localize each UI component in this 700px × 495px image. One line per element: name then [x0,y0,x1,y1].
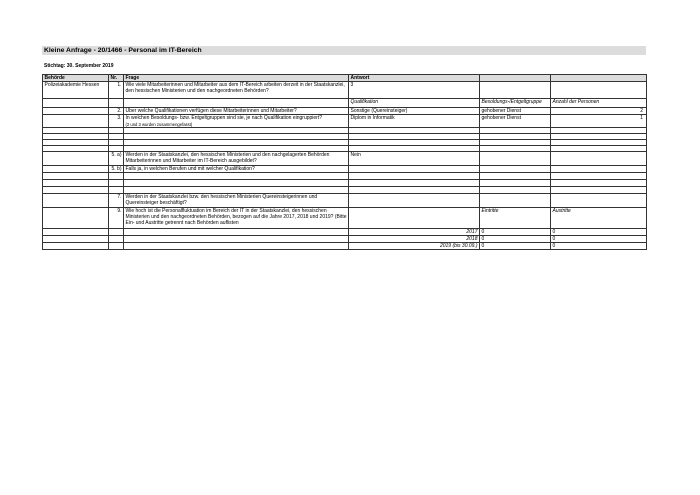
eintritte-cell: 0 [480,243,551,250]
header-empty-2 [551,75,647,82]
table-row [43,228,647,235]
nr-cell: 1. [109,82,124,99]
table-row [43,193,647,207]
frage-cell [124,115,349,127]
frage-cell: Über welche Qualifikationen verfügen diese Mitarbeiterinnen und Mitarbeiter? [124,108,349,115]
document-title: Kleine Anfrage - 20/1466 - Personal im IT-Bereich [44,47,202,54]
table-header-row [43,75,647,82]
anzahl-cell: 2 [551,108,647,115]
anzahl-cell: 1 [551,115,647,127]
austritte-cell: 0 [551,236,647,243]
austritte-header: Austritte [551,207,647,228]
table-row [43,115,647,127]
gruppe-cell: gehobener Dienst [480,108,551,115]
frage-cell: Werden in der Staatskanzlei bzw. den hessischen Ministerien Quereinsteigerinnen und Quereinsteiger beschäftigt? [124,193,349,207]
nr-cell: 7. [109,193,124,207]
eintritte-cell: 0 [480,228,551,235]
nr-cell: 5. a) [109,151,124,165]
subheader-gruppe: Besoldungs-/Entgeltgruppe [480,99,551,108]
header-empty-1 [480,75,551,82]
frage-cell: Werden in der Staatskanzlei, den hessischen Ministerien und den nachgelagerten Behörden Mitarbeiterinnen und Mitarbeiter im IT-Bereich ausgebildet? [124,151,349,165]
answer-table [42,74,647,250]
nr-cell: 5. b) [109,165,124,172]
behoerde-cell: Polizeiakademie Hessen [43,82,109,99]
header-antwort: Antwort [349,75,480,82]
year-label: 2017 [349,228,480,235]
austritte-cell: 0 [551,228,647,235]
frage-cell: Wie hoch ist die Personalfluktuation im Bereich der IT in der Staatskanzlei, den hessischen Ministerien und den nachgeordneten Behörden, bezogen auf die Jahre 2017, 2018 und 2019? (Bitte Ein- und Austritte getrennt nach Behörden auflisten [124,207,349,228]
table-row [43,108,647,115]
table-row [43,82,647,99]
table-row [43,99,647,108]
table-row [43,172,647,179]
qualifikation-cell: Sonstige (Quereinsteiger) [349,108,480,115]
frage-cell: Wie viele Mitarbeiterinnen und Mitarbeiter aus dem IT-Bereich arbeiten derzeit in der Staatskanzlei, den hessischen Ministerien und den nachgeordneten Behörden? [124,82,349,99]
table-row [43,165,647,172]
year-label: 2019 (bis 30.09.) [349,243,480,250]
gruppe-cell: gehobener Dienst [480,115,551,127]
table-row [43,186,647,193]
qualifikation-cell: Diplom in Informatik [349,115,480,127]
table-row [43,243,647,250]
nr-cell: 2. [109,108,124,115]
eintritte-header: Eintritte [480,207,551,228]
antwort-cell: Nein [349,151,480,165]
subheader-qualifikation: Qualifikation [349,99,480,108]
eintritte-cell: 0 [480,236,551,243]
frage-text: In welchen Besoldungs- bzw. Entgeltgruppen sind sie, je nach Qualifikation eingruppiert? [125,115,323,122]
year-label: 2018 [349,236,480,243]
frage-note: (2 und 3 wurden zusammengefasst) [125,121,193,127]
header-nr: Nr. [109,75,124,82]
header-frage: Frage [124,75,349,82]
header-behoerde: Behörde [43,75,109,82]
frage-cell: Falls ja, in welchen Berufen und mit welcher Qualifikation? [124,165,349,172]
antwort-cell: 3 [349,82,480,99]
austritte-cell: 0 [551,243,647,250]
table-row [43,179,647,186]
table-row [43,236,647,243]
table-row [43,207,647,228]
subheader-anzahl: Anzahl der Personen [551,99,647,108]
table-row [43,151,647,165]
stichtag-line: Stichtag: 30. September 2019 [44,63,114,69]
nr-cell: 3. [109,115,124,127]
nr-cell: 9. [109,207,124,228]
